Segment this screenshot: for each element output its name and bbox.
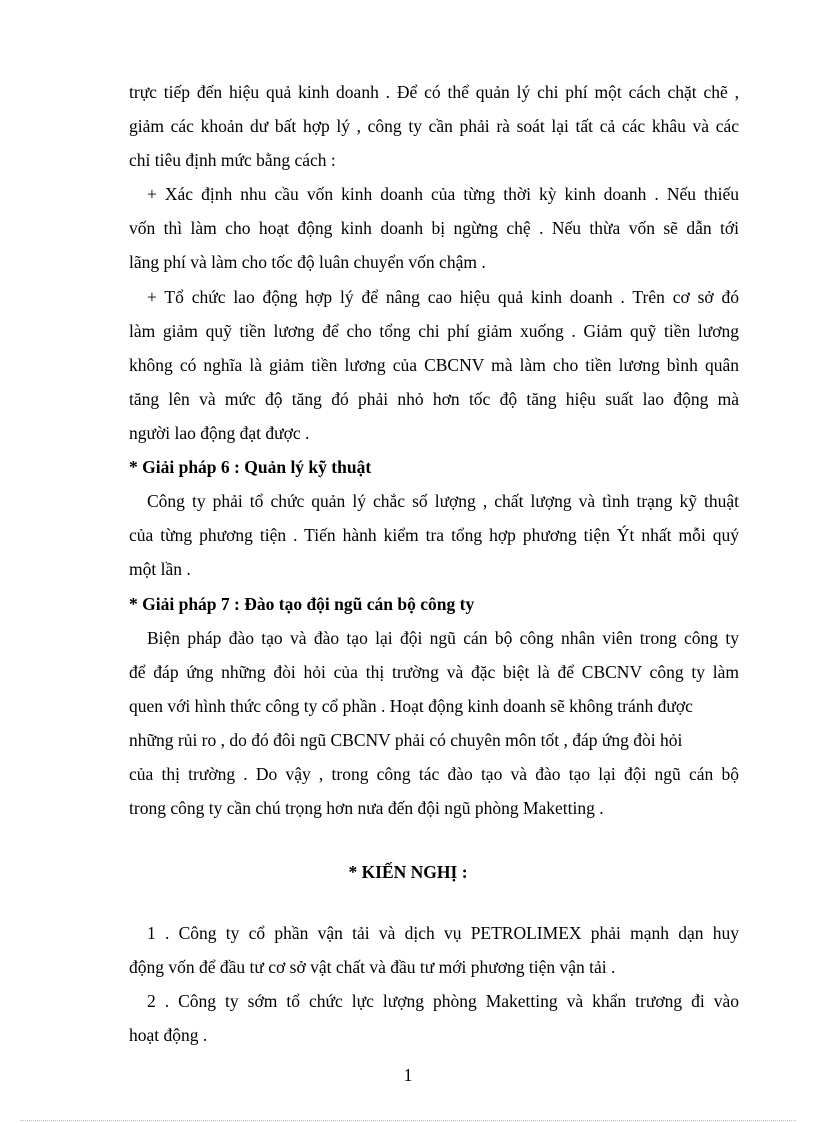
paragraphs-line: người lao động đạt được . <box>129 423 310 443</box>
paragraphs-line: tăng lên và mức độ tăng đó phải nhỏ hơn tốc độ tăng hiệu suất lao động mà <box>129 389 739 409</box>
paragraphs-line: một lần . <box>129 559 191 579</box>
paragraphs-line: * Giải pháp 6 : Quản lý kỹ thuật <box>129 457 372 477</box>
paragraphs-line: Công ty phải tổ chức quản lý chắc số lượng , chất lượng và tình trạng kỹ thuật <box>147 491 739 511</box>
section-heading: * KIẾN NGHỊ : <box>348 862 468 882</box>
recommendations-line: động vốn để đầu tư cơ sở vật chất và đầu tư mới phương tiện vận tải . <box>129 957 616 977</box>
paragraphs-line: trong công ty cần chú trọng hơn nưa đến đội ngũ phòng Maketting . <box>129 798 604 818</box>
recommendations-line: 2 . Công ty sớm tổ chức lực lượng phòng Maketting và khẩn trương đi vào <box>147 991 739 1011</box>
paragraphs-line: không có nghĩa là giảm tiền lương của CBCNV mà làm cho tiền lương bình quân <box>129 355 739 375</box>
paragraphs-line: vốn thì làm cho hoạt động kinh doanh bị ngừng chệ . Nếu thừa vốn sẽ dẫn tới <box>129 218 739 238</box>
paragraphs-line: Biện pháp đào tạo và đào tạo lại đội ngũ cán bộ công nhân viên trong công ty <box>147 628 739 648</box>
paragraphs-line: những rủi ro , do đó đôi ngũ CBCNV phải có chuyên môn tốt , đáp ứng đòi hỏi <box>129 730 683 750</box>
paragraphs-line: * Giải pháp 7 : Đào tạo đội ngũ cán bộ công ty <box>129 594 475 614</box>
paragraphs-line: trực tiếp đến hiệu quả kinh doanh . Để có thể quản lý chi phí một cách chặt chẽ , <box>129 82 739 102</box>
paragraphs-line: của từng phương tiện . Tiến hành kiểm tra tổng hợp phương tiện Ýt nhất mỗi quý <box>129 525 739 545</box>
page-footer-divider <box>20 1120 796 1121</box>
recommendations-line: hoạt động . <box>129 1025 208 1045</box>
page-number: 1 <box>403 1065 413 1085</box>
paragraphs-line: làm giảm quỹ tiền lương để cho tổng chi phí giảm xuống . Giảm quỹ tiền lương <box>129 321 739 341</box>
paragraphs-line: để đáp ứng những đòi hỏi của thị trường và đặc biệt là để CBCNV công ty làm <box>129 662 739 682</box>
recommendations-line: 1 . Công ty cổ phần vận tải và dịch vụ PETROLIMEX phải mạnh dạn huy <box>147 923 739 943</box>
paragraphs-line: giảm các khoản dư bất hợp lý , công ty cần phải rà soát lại tất cả các khâu và các <box>129 116 739 136</box>
paragraphs-line: của thị trường . Do vậy , trong công tác đào tạo và đào tạo lại đội ngũ cán bộ <box>129 764 739 784</box>
paragraphs-line: + Tổ chức lao động hợp lý để nâng cao hiệu quả kinh doanh . Trên cơ sở đó <box>147 287 739 307</box>
paragraphs-line: quen với hình thức công ty cổ phần . Hoạt động kinh doanh sẽ không tránh được <box>129 696 693 716</box>
paragraphs-line: lãng phí và làm cho tốc độ luân chuyển vốn chậm . <box>129 252 486 272</box>
paragraphs-line: chỉ tiêu định mức bằng cách : <box>129 150 336 170</box>
paragraphs-line: + Xác định nhu cầu vốn kinh doanh của từng thời kỳ kinh doanh . Nếu thiếu <box>147 184 739 204</box>
